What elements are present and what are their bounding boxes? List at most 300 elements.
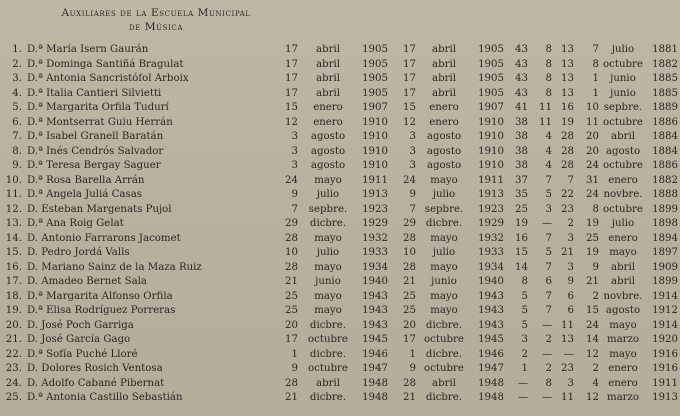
start-year: 1943 xyxy=(362,319,388,331)
service-days: 13 xyxy=(561,334,574,345)
appointment-month: mayo xyxy=(430,174,458,186)
start-month: sepbre. xyxy=(308,203,348,215)
appointment-day: 17 xyxy=(403,44,416,55)
appointment-day: 1 xyxy=(409,348,416,360)
service-years: 43 xyxy=(515,87,528,99)
table-row xyxy=(0,130,680,145)
row-number: 20. xyxy=(5,319,22,331)
birth-year: 1912 xyxy=(652,305,678,316)
row-number: 10. xyxy=(5,174,22,186)
service-years: 1 xyxy=(521,363,528,374)
birth-day: 24 xyxy=(586,160,599,171)
table-row xyxy=(0,348,680,363)
row-number: 3. xyxy=(12,73,22,84)
service-years: 5 xyxy=(521,305,528,316)
appointment-year: 1929 xyxy=(478,218,504,229)
service-years: 41 xyxy=(515,102,528,113)
birth-day: 31 xyxy=(586,174,599,186)
appointment-day: 10 xyxy=(403,247,416,258)
table-row xyxy=(0,261,680,276)
service-months: 7 xyxy=(545,174,552,186)
birth-month: julio xyxy=(611,218,635,229)
person-name: D.ª Elisa Rodríguez Porreras xyxy=(27,305,176,316)
appointment-year: 1910 xyxy=(478,145,504,157)
start-day: 20 xyxy=(285,319,298,331)
birth-day: 1 xyxy=(592,87,599,99)
start-month: agosto xyxy=(310,145,346,157)
service-years: 15 xyxy=(515,247,528,258)
birth-month: abril xyxy=(611,276,635,287)
start-year: 1905 xyxy=(362,58,388,70)
service-days: 23 xyxy=(561,363,574,374)
service-years: 38 xyxy=(515,116,528,128)
service-days: 13 xyxy=(561,87,574,99)
appointment-year: 1923 xyxy=(478,203,504,215)
birth-day: 20 xyxy=(586,145,599,157)
appointment-year: 1932 xyxy=(478,232,504,244)
service-months: 11 xyxy=(539,116,552,128)
birth-month: mayo xyxy=(609,247,637,258)
birth-day: 24 xyxy=(586,189,599,200)
birth-day: 2 xyxy=(592,290,599,302)
start-month: abril xyxy=(316,87,340,99)
birth-year: 1884 xyxy=(652,131,678,142)
service-years: 3 xyxy=(521,334,528,345)
start-day: 3 xyxy=(291,160,298,171)
service-months: 2 xyxy=(545,363,552,374)
appointment-year: 1905 xyxy=(478,58,504,70)
appointment-month: mayo xyxy=(430,232,458,244)
start-month: abril xyxy=(316,44,340,55)
start-day: 9 xyxy=(291,189,298,200)
start-year: 1945 xyxy=(362,334,388,345)
appointment-month: enero xyxy=(429,116,459,128)
appointment-month: julio xyxy=(432,247,456,258)
birth-month: julio xyxy=(611,44,635,55)
person-name: D.ª Dominga Santiñá Bragulat xyxy=(27,58,184,70)
start-day: 1 xyxy=(291,348,298,360)
row-number: 21. xyxy=(5,334,22,345)
start-day: 29 xyxy=(285,218,298,229)
row-number: 25. xyxy=(5,392,22,403)
appointment-year: 1948 xyxy=(478,377,504,389)
appointment-month: sepbre. xyxy=(424,203,464,215)
birth-year: 1884 xyxy=(652,145,678,157)
table-row xyxy=(0,174,680,189)
birth-year: 1888 xyxy=(652,189,678,200)
birth-month: mayo xyxy=(609,319,637,331)
start-month: dicbre. xyxy=(309,392,347,403)
row-number: 15. xyxy=(5,247,22,258)
appointment-month: octubre xyxy=(424,334,464,345)
service-days: 11 xyxy=(561,319,574,331)
appointment-day: 3 xyxy=(409,160,416,171)
appointment-year: 1943 xyxy=(478,319,504,331)
row-number: 2. xyxy=(12,58,22,70)
table-row xyxy=(0,203,680,218)
start-day: 21 xyxy=(285,392,298,403)
start-year: 1933 xyxy=(362,247,388,258)
row-number: 7. xyxy=(12,131,22,142)
birth-month: marzo xyxy=(606,334,640,345)
start-year: 1932 xyxy=(362,232,388,244)
service-years: 38 xyxy=(515,145,528,157)
service-days: 13 xyxy=(561,73,574,84)
birth-day: 10 xyxy=(586,102,599,113)
start-year: 1943 xyxy=(362,290,388,302)
birth-month: novbre. xyxy=(603,290,643,302)
service-days: 23 xyxy=(561,203,574,215)
person-name: D. Amadeo Bernet Sala xyxy=(27,276,147,287)
person-name: D.ª Sofía Puché Lloré xyxy=(27,348,138,360)
appointment-month: abril xyxy=(432,87,456,99)
start-day: 17 xyxy=(285,58,298,70)
service-years: 37 xyxy=(515,174,528,186)
start-year: 1948 xyxy=(362,392,388,403)
start-day: 17 xyxy=(285,73,298,84)
service-days: 21 xyxy=(561,247,574,258)
birth-day: 1 xyxy=(592,73,599,84)
birth-month: octubre xyxy=(603,203,643,215)
appointment-day: 12 xyxy=(403,116,416,128)
birth-year: 1885 xyxy=(652,87,678,99)
row-number: 5. xyxy=(12,102,22,113)
service-months: 5 xyxy=(545,247,552,258)
table-row xyxy=(0,362,680,377)
appointment-year: 1948 xyxy=(478,392,504,403)
birth-day: 25 xyxy=(586,232,599,244)
appointment-year: 1905 xyxy=(478,73,504,84)
appointment-year: 1913 xyxy=(478,189,504,200)
table-row xyxy=(0,246,680,261)
start-month: mayo xyxy=(314,290,342,302)
start-day: 28 xyxy=(285,232,298,244)
birth-month: octubre xyxy=(603,160,643,171)
appointment-day: 20 xyxy=(403,319,416,331)
person-name: D. Antonio Farrarons Jacomet xyxy=(27,232,181,244)
birth-month: enero xyxy=(608,377,638,389)
row-number: 16. xyxy=(5,261,22,273)
service-years: 2 xyxy=(521,348,528,360)
start-month: dicbre. xyxy=(309,348,347,360)
appointment-year: 1933 xyxy=(478,247,504,258)
birth-month: sepbre. xyxy=(603,102,643,113)
appointment-year: 1945 xyxy=(478,334,504,345)
birth-year: 1881 xyxy=(652,44,678,55)
service-months: 4 xyxy=(545,160,552,171)
birth-year: 1916 xyxy=(652,348,678,360)
birth-year: 1897 xyxy=(652,247,678,258)
birth-day: 21 xyxy=(586,276,599,287)
table-row xyxy=(0,101,680,116)
start-month: agosto xyxy=(310,131,346,142)
appointment-day: 25 xyxy=(403,305,416,316)
person-name: D.ª Inés Cendrós Salvador xyxy=(27,145,164,157)
birth-day: 7 xyxy=(592,44,599,55)
start-day: 24 xyxy=(285,174,298,186)
appointment-year: 1905 xyxy=(478,44,504,55)
service-months: — xyxy=(541,319,552,331)
table-row xyxy=(0,43,680,58)
start-month: junio xyxy=(315,276,341,287)
service-days: 3 xyxy=(567,377,574,389)
start-month: mayo xyxy=(314,174,342,186)
person-name: D.ª Rosa Barella Arrán xyxy=(27,174,145,186)
person-name: D. Esteban Margenats Pujol xyxy=(27,203,172,215)
table-row xyxy=(0,159,680,174)
birth-month: octubre xyxy=(603,58,643,70)
table-row xyxy=(0,290,680,305)
service-months: 8 xyxy=(545,44,552,55)
birth-day: 14 xyxy=(586,334,599,345)
person-name: D. José Poch Garriga xyxy=(27,319,134,331)
start-year: 1940 xyxy=(362,276,388,287)
service-years: 5 xyxy=(521,319,528,331)
title-line-1: Auxiliares de la Escuela Municipal xyxy=(61,7,251,19)
service-days: 3 xyxy=(567,232,574,244)
person-name: D.ª Angela Juliá Casas xyxy=(27,189,143,200)
service-days: 13 xyxy=(561,58,574,70)
row-number: 13. xyxy=(5,218,22,229)
row-number: 18. xyxy=(5,290,22,302)
appointment-year: 1907 xyxy=(478,102,504,113)
start-day: 28 xyxy=(285,377,298,389)
appointment-year: 1934 xyxy=(478,261,504,273)
service-years: 25 xyxy=(515,203,528,215)
birth-year: 1920 xyxy=(652,334,678,345)
start-month: mayo xyxy=(314,232,342,244)
table-row xyxy=(0,319,680,334)
start-year: 1934 xyxy=(362,261,388,273)
service-days: 11 xyxy=(561,392,574,403)
appointment-day: 28 xyxy=(403,377,416,389)
birth-day: 11 xyxy=(586,116,599,128)
appointment-year: 1910 xyxy=(478,131,504,142)
service-years: 38 xyxy=(515,160,528,171)
birth-year: 1909 xyxy=(652,261,678,273)
service-years: 8 xyxy=(521,276,528,287)
appointment-month: octubre xyxy=(424,363,464,374)
service-days: 6 xyxy=(567,305,574,316)
start-month: abril xyxy=(316,73,340,84)
row-number: 6. xyxy=(12,116,22,128)
start-day: 17 xyxy=(285,87,298,99)
appointment-month: agosto xyxy=(426,145,462,157)
start-day: 25 xyxy=(285,305,298,316)
service-years: 43 xyxy=(515,44,528,55)
start-day: 12 xyxy=(285,116,298,128)
birth-year: 1899 xyxy=(652,276,678,287)
service-days: 2 xyxy=(567,218,574,229)
start-month: agosto xyxy=(310,160,346,171)
row-number: 24. xyxy=(5,377,22,389)
table-row xyxy=(0,58,680,73)
birth-day: 12 xyxy=(586,348,599,360)
row-number: 1. xyxy=(12,44,22,55)
birth-day: 19 xyxy=(586,247,599,258)
appointment-month: mayo xyxy=(430,261,458,273)
service-years: 19 xyxy=(515,218,528,229)
birth-year: 1886 xyxy=(652,160,678,171)
start-month: enero xyxy=(313,102,343,113)
start-day: 17 xyxy=(285,334,298,345)
service-months: 8 xyxy=(545,377,552,389)
appointment-day: 3 xyxy=(409,131,416,142)
table-row xyxy=(0,145,680,160)
birth-year: 1885 xyxy=(652,73,678,84)
person-name: D. José García Gago xyxy=(27,334,131,345)
service-years: 38 xyxy=(515,131,528,142)
start-month: abril xyxy=(316,58,340,70)
appointment-year: 1943 xyxy=(478,290,504,302)
birth-day: 20 xyxy=(586,131,599,142)
appointment-day: 9 xyxy=(409,363,416,374)
start-year: 1943 xyxy=(362,305,388,316)
start-year: 1946 xyxy=(362,348,388,360)
person-name: D. Mariano Sainz de la Maza Ruiz xyxy=(27,261,202,273)
birth-year: 1882 xyxy=(652,58,678,70)
appointment-month: mayo xyxy=(430,305,458,316)
birth-year: 1911 xyxy=(652,377,678,389)
appointment-year: 1910 xyxy=(478,116,504,128)
start-day: 9 xyxy=(291,363,298,374)
birth-month: abril xyxy=(611,261,635,273)
appointment-year: 1910 xyxy=(478,160,504,171)
service-days: 28 xyxy=(561,160,574,171)
table-row xyxy=(0,333,680,348)
appointment-month: enero xyxy=(429,102,459,113)
appointment-day: 9 xyxy=(409,189,416,200)
appointment-month: abril xyxy=(432,377,456,389)
row-number: 8. xyxy=(12,145,22,157)
start-year: 1929 xyxy=(362,218,388,229)
service-months: 4 xyxy=(545,145,552,157)
row-number: 11. xyxy=(5,189,22,200)
service-days: 3 xyxy=(567,261,574,273)
start-month: julio xyxy=(316,189,340,200)
service-years: 43 xyxy=(515,73,528,84)
service-days: 13 xyxy=(561,44,574,55)
service-days: 22 xyxy=(561,189,574,200)
person-name: D.ª Montserrat Guiu Herrán xyxy=(27,116,173,128)
appointment-year: 1911 xyxy=(478,174,504,186)
birth-year: 1889 xyxy=(652,102,678,113)
start-day: 25 xyxy=(285,290,298,302)
birth-month: junio xyxy=(610,73,636,84)
start-year: 1911 xyxy=(362,174,388,186)
start-year: 1948 xyxy=(362,377,388,389)
start-day: 3 xyxy=(291,145,298,157)
start-year: 1913 xyxy=(362,189,388,200)
birth-day: 9 xyxy=(592,261,599,273)
service-days: 28 xyxy=(561,131,574,142)
table-row xyxy=(0,304,680,319)
appointment-day: 24 xyxy=(403,174,416,186)
birth-month: agosto xyxy=(605,145,641,157)
birth-year: 1914 xyxy=(652,290,678,302)
service-days: 16 xyxy=(561,102,574,113)
birth-year: 1899 xyxy=(652,203,678,215)
appointment-day: 28 xyxy=(403,232,416,244)
start-year: 1905 xyxy=(362,87,388,99)
person-name: D.ª Antonia Castillo Sebastián xyxy=(27,392,183,403)
title-line-2: de Música xyxy=(128,21,184,33)
service-days: 7 xyxy=(567,174,574,186)
appointment-year: 1947 xyxy=(478,363,504,374)
birth-month: enero xyxy=(608,232,638,244)
start-month: octubre xyxy=(308,363,348,374)
birth-month: junio xyxy=(610,87,636,99)
person-name: D.ª Isabel Granell Baratán xyxy=(27,131,164,142)
birth-year: 1914 xyxy=(652,319,678,331)
start-year: 1923 xyxy=(362,203,388,215)
person-name: D. Adolfo Cabané Pibernat xyxy=(27,377,165,389)
service-months: 5 xyxy=(545,189,552,200)
start-day: 3 xyxy=(291,131,298,142)
appointment-month: dicbre. xyxy=(425,319,463,331)
start-month: enero xyxy=(313,116,343,128)
appointment-month: agosto xyxy=(426,131,462,142)
appointment-day: 17 xyxy=(403,73,416,84)
start-year: 1910 xyxy=(362,131,388,142)
appointment-month: abril xyxy=(432,73,456,84)
birth-month: agosto xyxy=(605,305,641,316)
table-row xyxy=(0,72,680,87)
person-name: D.ª Teresa Bergay Saguer xyxy=(27,160,161,171)
service-years: 16 xyxy=(515,232,528,244)
service-years: 5 xyxy=(521,290,528,302)
appointment-day: 28 xyxy=(403,261,416,273)
table-row xyxy=(0,232,680,247)
service-days: 19 xyxy=(561,116,574,128)
birth-day: 8 xyxy=(592,203,599,215)
birth-day: 24 xyxy=(586,319,599,331)
service-months: 2 xyxy=(545,334,552,345)
table-row xyxy=(0,275,680,290)
service-months: 8 xyxy=(545,87,552,99)
start-year: 1910 xyxy=(362,116,388,128)
row-number: 17. xyxy=(5,276,22,287)
appointment-day: 15 xyxy=(403,102,416,113)
start-year: 1905 xyxy=(362,44,388,55)
service-months: 8 xyxy=(545,58,552,70)
person-name: D.ª María Isern Gaurán xyxy=(27,44,149,55)
row-number: 22. xyxy=(5,348,22,360)
start-year: 1910 xyxy=(362,145,388,157)
start-year: 1907 xyxy=(362,102,388,113)
service-days: — xyxy=(563,348,574,360)
page-title xyxy=(6,6,306,34)
birth-day: 4 xyxy=(592,377,599,389)
row-number: 23. xyxy=(5,363,22,374)
start-month: mayo xyxy=(314,261,342,273)
person-name: D.ª Antonia Sancristófol Arboix xyxy=(27,73,189,84)
start-year: 1947 xyxy=(362,363,388,374)
service-years: 14 xyxy=(515,261,528,273)
roster-table xyxy=(0,43,680,406)
appointment-year: 1905 xyxy=(478,87,504,99)
row-number: 12. xyxy=(5,203,22,215)
start-day: 7 xyxy=(291,203,298,215)
start-day: 10 xyxy=(285,247,298,258)
appointment-day: 17 xyxy=(403,58,416,70)
appointment-day: 25 xyxy=(403,290,416,302)
service-months: 3 xyxy=(545,203,552,215)
birth-month: enero xyxy=(608,174,638,186)
start-year: 1905 xyxy=(362,73,388,84)
table-row xyxy=(0,87,680,102)
person-name: D.ª Margarita Alfonso Orfila xyxy=(27,290,173,302)
